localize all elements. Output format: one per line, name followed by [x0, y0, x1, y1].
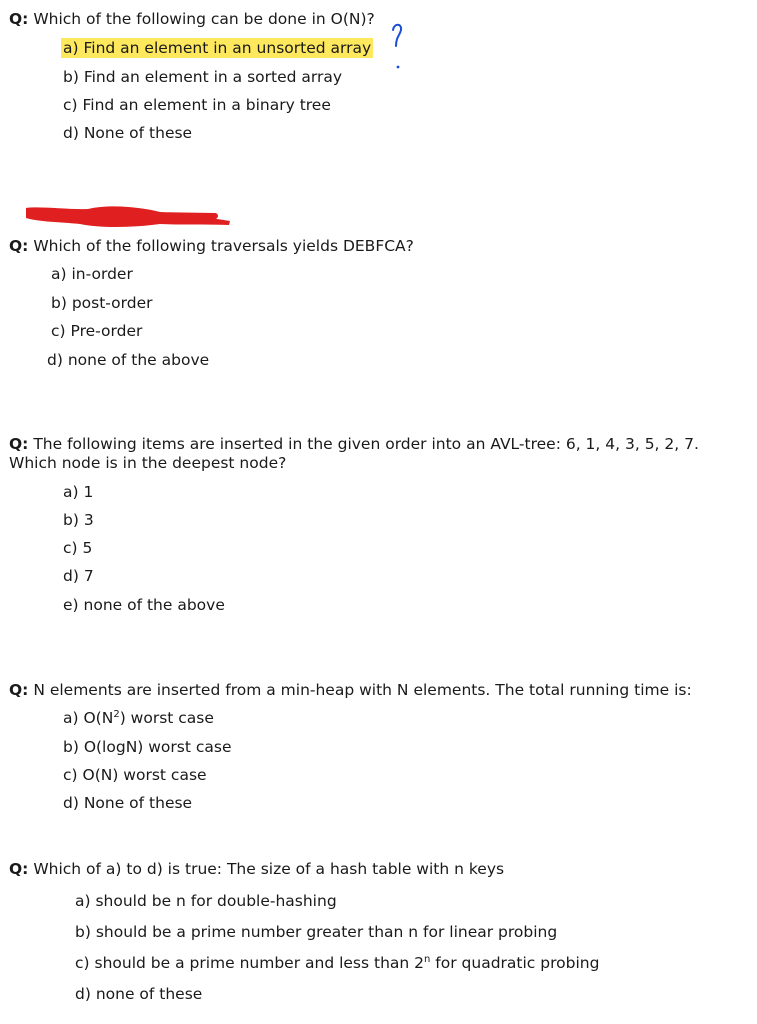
question-prefix: Q:	[9, 435, 29, 453]
option-5c-text: c) should be a prime number and less than 2	[75, 954, 425, 972]
option-4a-text: a) O(N	[63, 709, 114, 727]
question-5	[9, 860, 504, 878]
option-4b[interactable]: b) O(logN) worst case	[63, 738, 232, 756]
option-1d[interactable]: d) None of these	[63, 124, 193, 142]
question-text: Which of the following traversals yields DEBFCA?	[33, 237, 414, 255]
highlighted-answer: a) Find an element in an unsorted array	[63, 39, 372, 57]
option-1c[interactable]: c) Find an element in a binary tree	[63, 96, 331, 114]
question-text: Which of a) to d) is true: The size of a hash table with n keys	[33, 860, 505, 878]
option-5a[interactable]: a) should be n for double-hashing	[75, 892, 337, 910]
option-3c[interactable]: c) 5	[63, 539, 93, 557]
question-text: Which of the following can be done in O(N)?	[33, 10, 375, 28]
question-text: N elements are inserted from a min-heap with N elements. The total running time is:	[33, 681, 692, 699]
option-5c-sup: n	[424, 954, 431, 965]
option-5d[interactable]: d) none of these	[75, 985, 203, 1003]
question-prefix: Q:	[9, 860, 29, 878]
question-prefix: Q:	[9, 10, 29, 28]
option-4a[interactable]	[63, 709, 214, 727]
option-3d[interactable]: d) 7	[63, 567, 94, 585]
option-2d[interactable]: d) none of the above	[47, 351, 210, 369]
option-4c[interactable]: c) O(N) worst case	[63, 766, 207, 784]
option-2b[interactable]: b) post-order	[51, 294, 153, 312]
option-3b[interactable]: b) 3	[63, 511, 94, 529]
question-prefix: Q:	[9, 681, 29, 699]
option-4a-sup: 2	[113, 709, 120, 720]
option-5b[interactable]: b) should be a prime number greater than n for linear probing	[75, 923, 558, 941]
question-3	[9, 435, 749, 473]
question-2	[9, 237, 414, 255]
redaction-scribble	[0, 0, 240, 240]
option-1b[interactable]: b) Find an element in a sorted array	[63, 68, 343, 86]
option-2c[interactable]: c) Pre-order	[51, 322, 143, 340]
option-4a-text-end: ) worst case	[119, 709, 214, 727]
handwritten-question-mark-icon	[390, 22, 406, 72]
option-3e[interactable]: e) none of the above	[63, 596, 225, 614]
question-text: The following items are inserted in the given order into an AVL-tree: 6, 1, 4, 3, 5, 2, 7. Which node is in the deepest node?	[9, 435, 699, 472]
option-3a[interactable]: a) 1	[63, 483, 94, 501]
option-2a[interactable]: a) in-order	[51, 265, 133, 283]
question-prefix: Q:	[9, 237, 29, 255]
option-5c-text-end: for quadratic probing	[430, 954, 600, 972]
option-5c[interactable]	[75, 954, 599, 972]
question-4	[9, 681, 692, 699]
option-4d[interactable]: d) None of these	[63, 794, 193, 812]
